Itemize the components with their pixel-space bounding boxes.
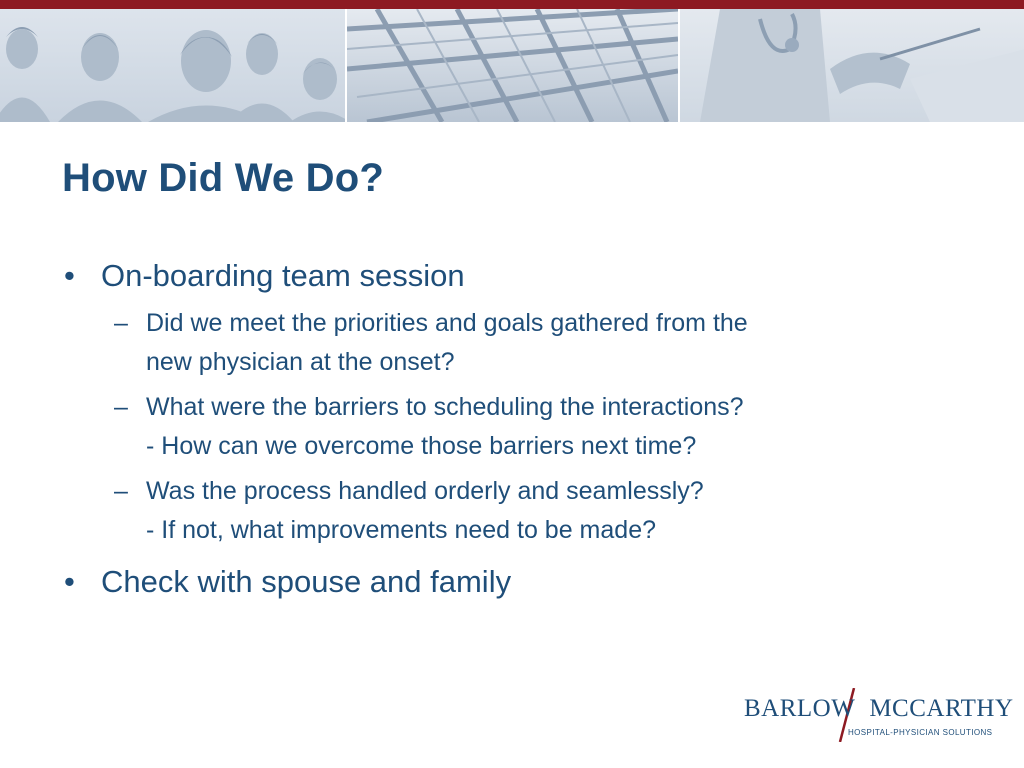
bullet-dot-icon: •: [64, 258, 75, 293]
sub-bullet-line: - How can we overcome those barriers next time?: [146, 432, 697, 460]
doctor-photo: [678, 9, 1024, 122]
sub-bullet-item: [62, 388, 962, 466]
building-photo-art: [347, 9, 677, 122]
bullet-text: Check with spouse and family: [101, 564, 512, 599]
doctor-photo-art: [680, 9, 1024, 122]
bullet-dot-icon: •: [64, 564, 75, 599]
sub-bullet-line: new physician at the onset?: [146, 348, 455, 376]
bullet-item: [62, 560, 962, 604]
sub-bullet-item: [62, 304, 962, 382]
company-logo: [740, 690, 1014, 742]
sub-bullet-line: - If not, what improvements need to be made?: [146, 516, 656, 544]
sub-bullet-line: Was the process handled orderly and seamlessly?: [146, 477, 704, 505]
dash-icon: –: [114, 393, 128, 421]
logo-tagline: HOSPITAL-PHYSICIAN SOLUTIONS: [848, 728, 993, 737]
bullet-item: [62, 254, 962, 298]
slide-title: How Did We Do?: [62, 156, 385, 200]
logo-name-left: BARLOW: [744, 695, 856, 722]
sub-bullet-line: What were the barriers to scheduling the interactions?: [146, 393, 744, 421]
top-accent-bar: [0, 0, 1024, 9]
bullet-text: On-boarding team session: [101, 258, 465, 293]
dash-icon: –: [114, 477, 128, 505]
sub-bullet-item: [62, 472, 962, 550]
sub-bullet-line: Did we meet the priorities and goals gathered from the: [146, 309, 748, 337]
header-photo-banner: [0, 9, 1024, 122]
building-photo: [345, 9, 677, 122]
people-photo-art: [0, 9, 345, 122]
bullet-content: [62, 254, 962, 604]
logo-name-right: MCCARTHY: [869, 695, 1014, 722]
people-photo: [0, 9, 345, 122]
dash-icon: –: [114, 309, 128, 337]
logo-wordmark: [744, 695, 1014, 723]
